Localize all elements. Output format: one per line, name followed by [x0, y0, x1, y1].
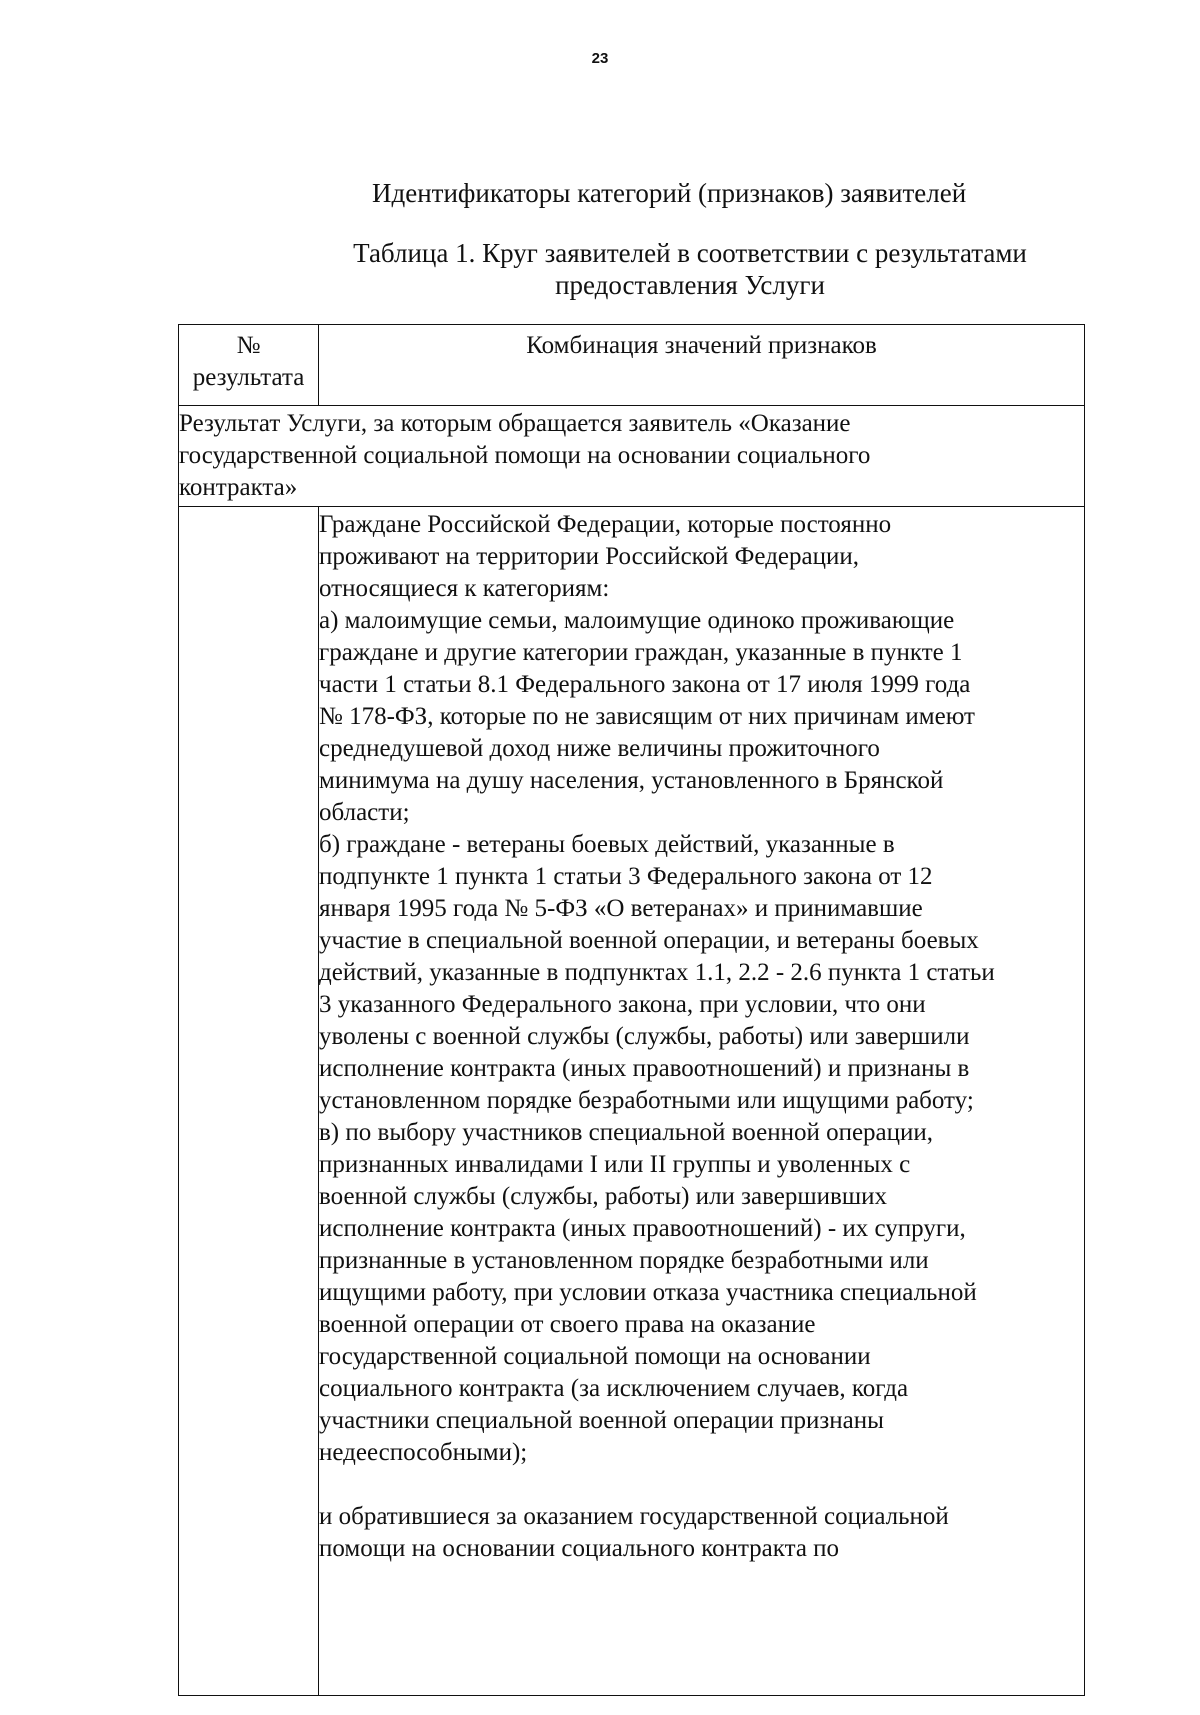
text-line: части 1 статьи 8.1 Федерального закона от 17 июля 1999 года	[319, 671, 971, 698]
text-line: признанные в установленном порядке безработными или	[319, 1247, 929, 1274]
row-combination-cell	[319, 507, 1085, 1696]
text-line: в) по выбору участников специальной военной операции,	[319, 1119, 934, 1146]
text-line: участие в специальной военной операции, и ветераны боевых	[319, 927, 979, 954]
text-line: 3 указанного Федерального закона, при условии, что они	[319, 991, 926, 1018]
row-number-cell	[179, 507, 319, 1696]
text-line: граждане и другие категории граждан, указанные в пункте 1	[319, 639, 963, 666]
text-line: военной операции от своего права на оказание	[319, 1311, 816, 1338]
section-title-line: Результат Услуги, за которым обращается заявитель «Оказание	[179, 410, 851, 437]
text-line: января 1995 года № 5-ФЗ «О ветеранах» и принимавшие	[319, 895, 923, 922]
text-line: подпункте 1 пункта 1 статьи 3 Федерального закона от 12	[319, 863, 933, 890]
section-title-line: государственной социальной помощи на основании социального	[179, 442, 871, 469]
header-number-sign: №	[236, 332, 261, 359]
table-header-row	[179, 325, 1085, 406]
table-caption-line-1: Таблица 1. Круг заявителей в соответствии с результатами	[353, 238, 1027, 268]
text-line: № 178-ФЗ, которые по не зависящим от них причинам имеют	[319, 703, 975, 730]
text-line: области;	[319, 799, 410, 826]
section-title-cell	[179, 406, 1085, 507]
table-caption-line-2: предоставления Услуги	[555, 270, 825, 300]
text-line: среднедушевой доход ниже величины прожиточного	[319, 735, 880, 762]
text-line: государственной социальной помощи на основании	[319, 1343, 871, 1370]
closing-text-line: и обратившиеся за оказанием государственной социальной	[319, 1503, 949, 1530]
text-line: действий, указанные в подпунктах 1.1, 2.2 - 2.6 пункта 1 статьи	[319, 959, 995, 986]
text-line: исполнение контракта (иных правоотношений) и признаны в	[319, 1055, 970, 1082]
text-line: установленном порядке безработными или ищущими работу;	[319, 1087, 974, 1114]
section-title-line: контракта»	[179, 474, 298, 501]
header-cell-result-number	[179, 325, 319, 406]
table-row	[179, 507, 1085, 1696]
text-line: относящиеся к категориям:	[319, 575, 610, 602]
text-line: исполнение контракта (иных правоотношений) - их супруги,	[319, 1215, 966, 1242]
text-line: недееспособными);	[319, 1439, 528, 1466]
page-heading: Идентификаторы категорий (признаков) заявителей	[372, 178, 967, 208]
text-line: ищущими работу, при условии отказа участника специальной	[319, 1279, 977, 1306]
page-number: 23	[591, 50, 609, 67]
text-line: участники специальной военной операции признаны	[319, 1407, 884, 1434]
header-number-label: результата	[192, 364, 305, 391]
text-line: б) граждане - ветераны боевых действий, указанные в	[319, 831, 895, 858]
text-line: социального контракта (за исключением случаев, когда	[319, 1375, 909, 1402]
table-caption	[330, 237, 1050, 301]
paragraph-gap	[319, 1469, 1084, 1501]
text-line: минимума на душу населения, установленного в Брянской	[319, 767, 944, 794]
section-title-row	[179, 406, 1085, 507]
header-cell-combination: Комбинация значений признаков	[319, 325, 1085, 406]
text-line: признанных инвалидами I или II группы и уволенных с	[319, 1151, 911, 1178]
closing-text-line: помощи на основании социального контракта по	[319, 1535, 840, 1562]
text-line: Граждане Российской Федерации, которые постоянно	[319, 511, 892, 538]
text-line: уволены с военной службы (службы, работы) или завершили	[319, 1023, 970, 1050]
text-line: военной службы (службы, работы) или завершивших	[319, 1183, 887, 1210]
text-line: проживают на территории Российской Федерации,	[319, 543, 860, 570]
applicants-table	[178, 324, 1085, 1696]
text-line: а) малоимущие семьи, малоимущие одиноко проживающие	[319, 607, 955, 634]
